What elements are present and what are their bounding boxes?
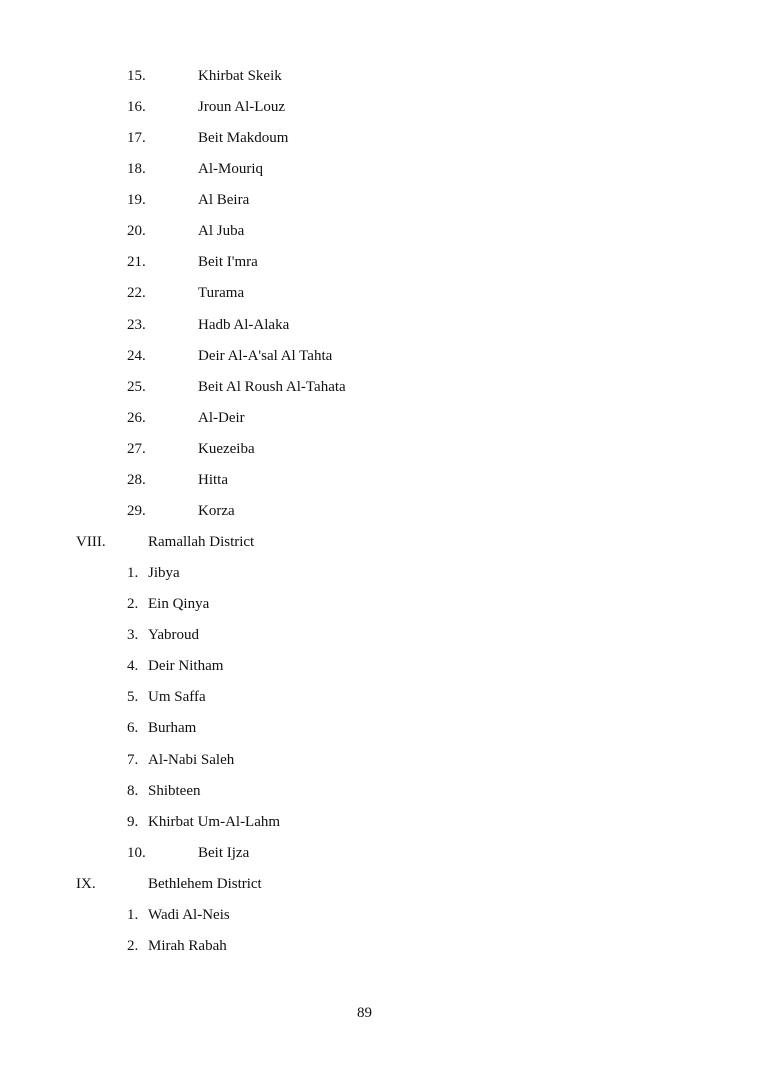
list-item <box>0 594 758 614</box>
item-number: 22. <box>127 285 146 302</box>
item-name: Al-Deir <box>198 409 245 426</box>
item-number: 19. <box>127 192 146 209</box>
item-name: Bethlehem District <box>148 875 262 892</box>
item-name: Wadi Al-Neis <box>148 906 230 923</box>
section-heading <box>0 874 758 894</box>
item-name: Kuezeiba <box>198 440 255 457</box>
item-number: 15. <box>127 68 146 84</box>
item-name: Beit Al Roush Al-Tahata <box>198 378 346 395</box>
item-number: 2. <box>127 937 139 954</box>
list-item <box>0 812 758 832</box>
item-name: Beit Makdoum <box>198 130 289 147</box>
item-name: Shibteen <box>148 782 201 799</box>
item-name: Jroun Al-Louz <box>198 99 286 116</box>
page-number: 89 <box>357 1005 372 1021</box>
list-item <box>0 315 758 335</box>
list-item <box>0 843 758 863</box>
list-item <box>0 687 758 707</box>
item-name: Hadb Al-Alaka <box>198 316 290 333</box>
item-number: 16. <box>127 99 146 116</box>
item-number: 9. <box>127 813 139 830</box>
list-item <box>0 221 758 241</box>
item-name: Turama <box>198 285 245 302</box>
item-number: VIII. <box>76 534 106 551</box>
item-number: 29. <box>127 502 146 519</box>
item-number: 24. <box>127 347 146 364</box>
list-item <box>0 563 758 583</box>
item-number: 1. <box>127 565 139 582</box>
list-item <box>0 718 758 738</box>
list-item <box>0 128 758 148</box>
item-name: Al Juba <box>198 223 245 240</box>
list-item <box>0 656 758 676</box>
list-item <box>0 905 758 925</box>
item-number: 6. <box>127 720 139 737</box>
item-name: Um Saffa <box>148 689 206 706</box>
list-item <box>0 625 758 645</box>
list-item <box>0 377 758 397</box>
list-item <box>0 936 758 956</box>
item-name: Deir Al-A'sal Al Tahta <box>198 347 333 364</box>
section-heading <box>0 532 758 552</box>
item-name: Korza <box>198 502 235 519</box>
item-name: Al Beira <box>198 192 250 209</box>
item-number: 17. <box>127 130 146 147</box>
list-item <box>0 252 758 272</box>
item-name: Ramallah District <box>148 534 255 551</box>
item-name: Khirbat Um-Al-Lahm <box>148 813 281 830</box>
list-item <box>0 66 758 86</box>
item-name: Beit I'mra <box>198 254 258 271</box>
item-number: 27. <box>127 440 146 457</box>
list-item <box>0 190 758 210</box>
list-item <box>0 750 758 770</box>
item-name: Hitta <box>198 471 228 488</box>
list-item <box>0 501 758 521</box>
item-name: Ein Qinya <box>148 596 210 613</box>
item-number: 21. <box>127 254 146 271</box>
item-name: Beit Ijza <box>198 844 250 861</box>
item-number: 4. <box>127 658 139 675</box>
item-number: 26. <box>127 409 146 426</box>
item-number: 25. <box>127 378 146 395</box>
item-name: Deir Nitham <box>148 658 224 675</box>
item-number: 18. <box>127 161 146 178</box>
item-name: Yabroud <box>148 627 199 644</box>
list-item <box>0 346 758 366</box>
list-item <box>0 159 758 179</box>
list-item <box>0 439 758 459</box>
list-item <box>0 781 758 801</box>
list-item <box>0 408 758 428</box>
item-number: 23. <box>127 316 146 333</box>
item-number: 1. <box>127 906 139 923</box>
item-name: Burham <box>148 720 197 737</box>
item-name: Mirah Rabah <box>148 937 227 954</box>
item-name: Jibya <box>148 565 180 582</box>
list-item <box>0 470 758 490</box>
item-name: Al-Mouriq <box>198 161 263 178</box>
list-item <box>0 97 758 117</box>
item-number: 8. <box>127 782 139 799</box>
item-number: IX. <box>76 875 96 892</box>
list-item <box>0 283 758 303</box>
item-number: 5. <box>127 689 139 706</box>
item-name: Al-Nabi Saleh <box>148 751 235 768</box>
item-number: 20. <box>127 223 146 240</box>
item-number: 3. <box>127 627 139 644</box>
item-name: Khirbat Skeik <box>198 68 282 84</box>
item-number: 2. <box>127 596 139 613</box>
item-number: 10. <box>127 844 146 861</box>
item-number: 28. <box>127 471 146 488</box>
item-number: 7. <box>127 751 139 768</box>
